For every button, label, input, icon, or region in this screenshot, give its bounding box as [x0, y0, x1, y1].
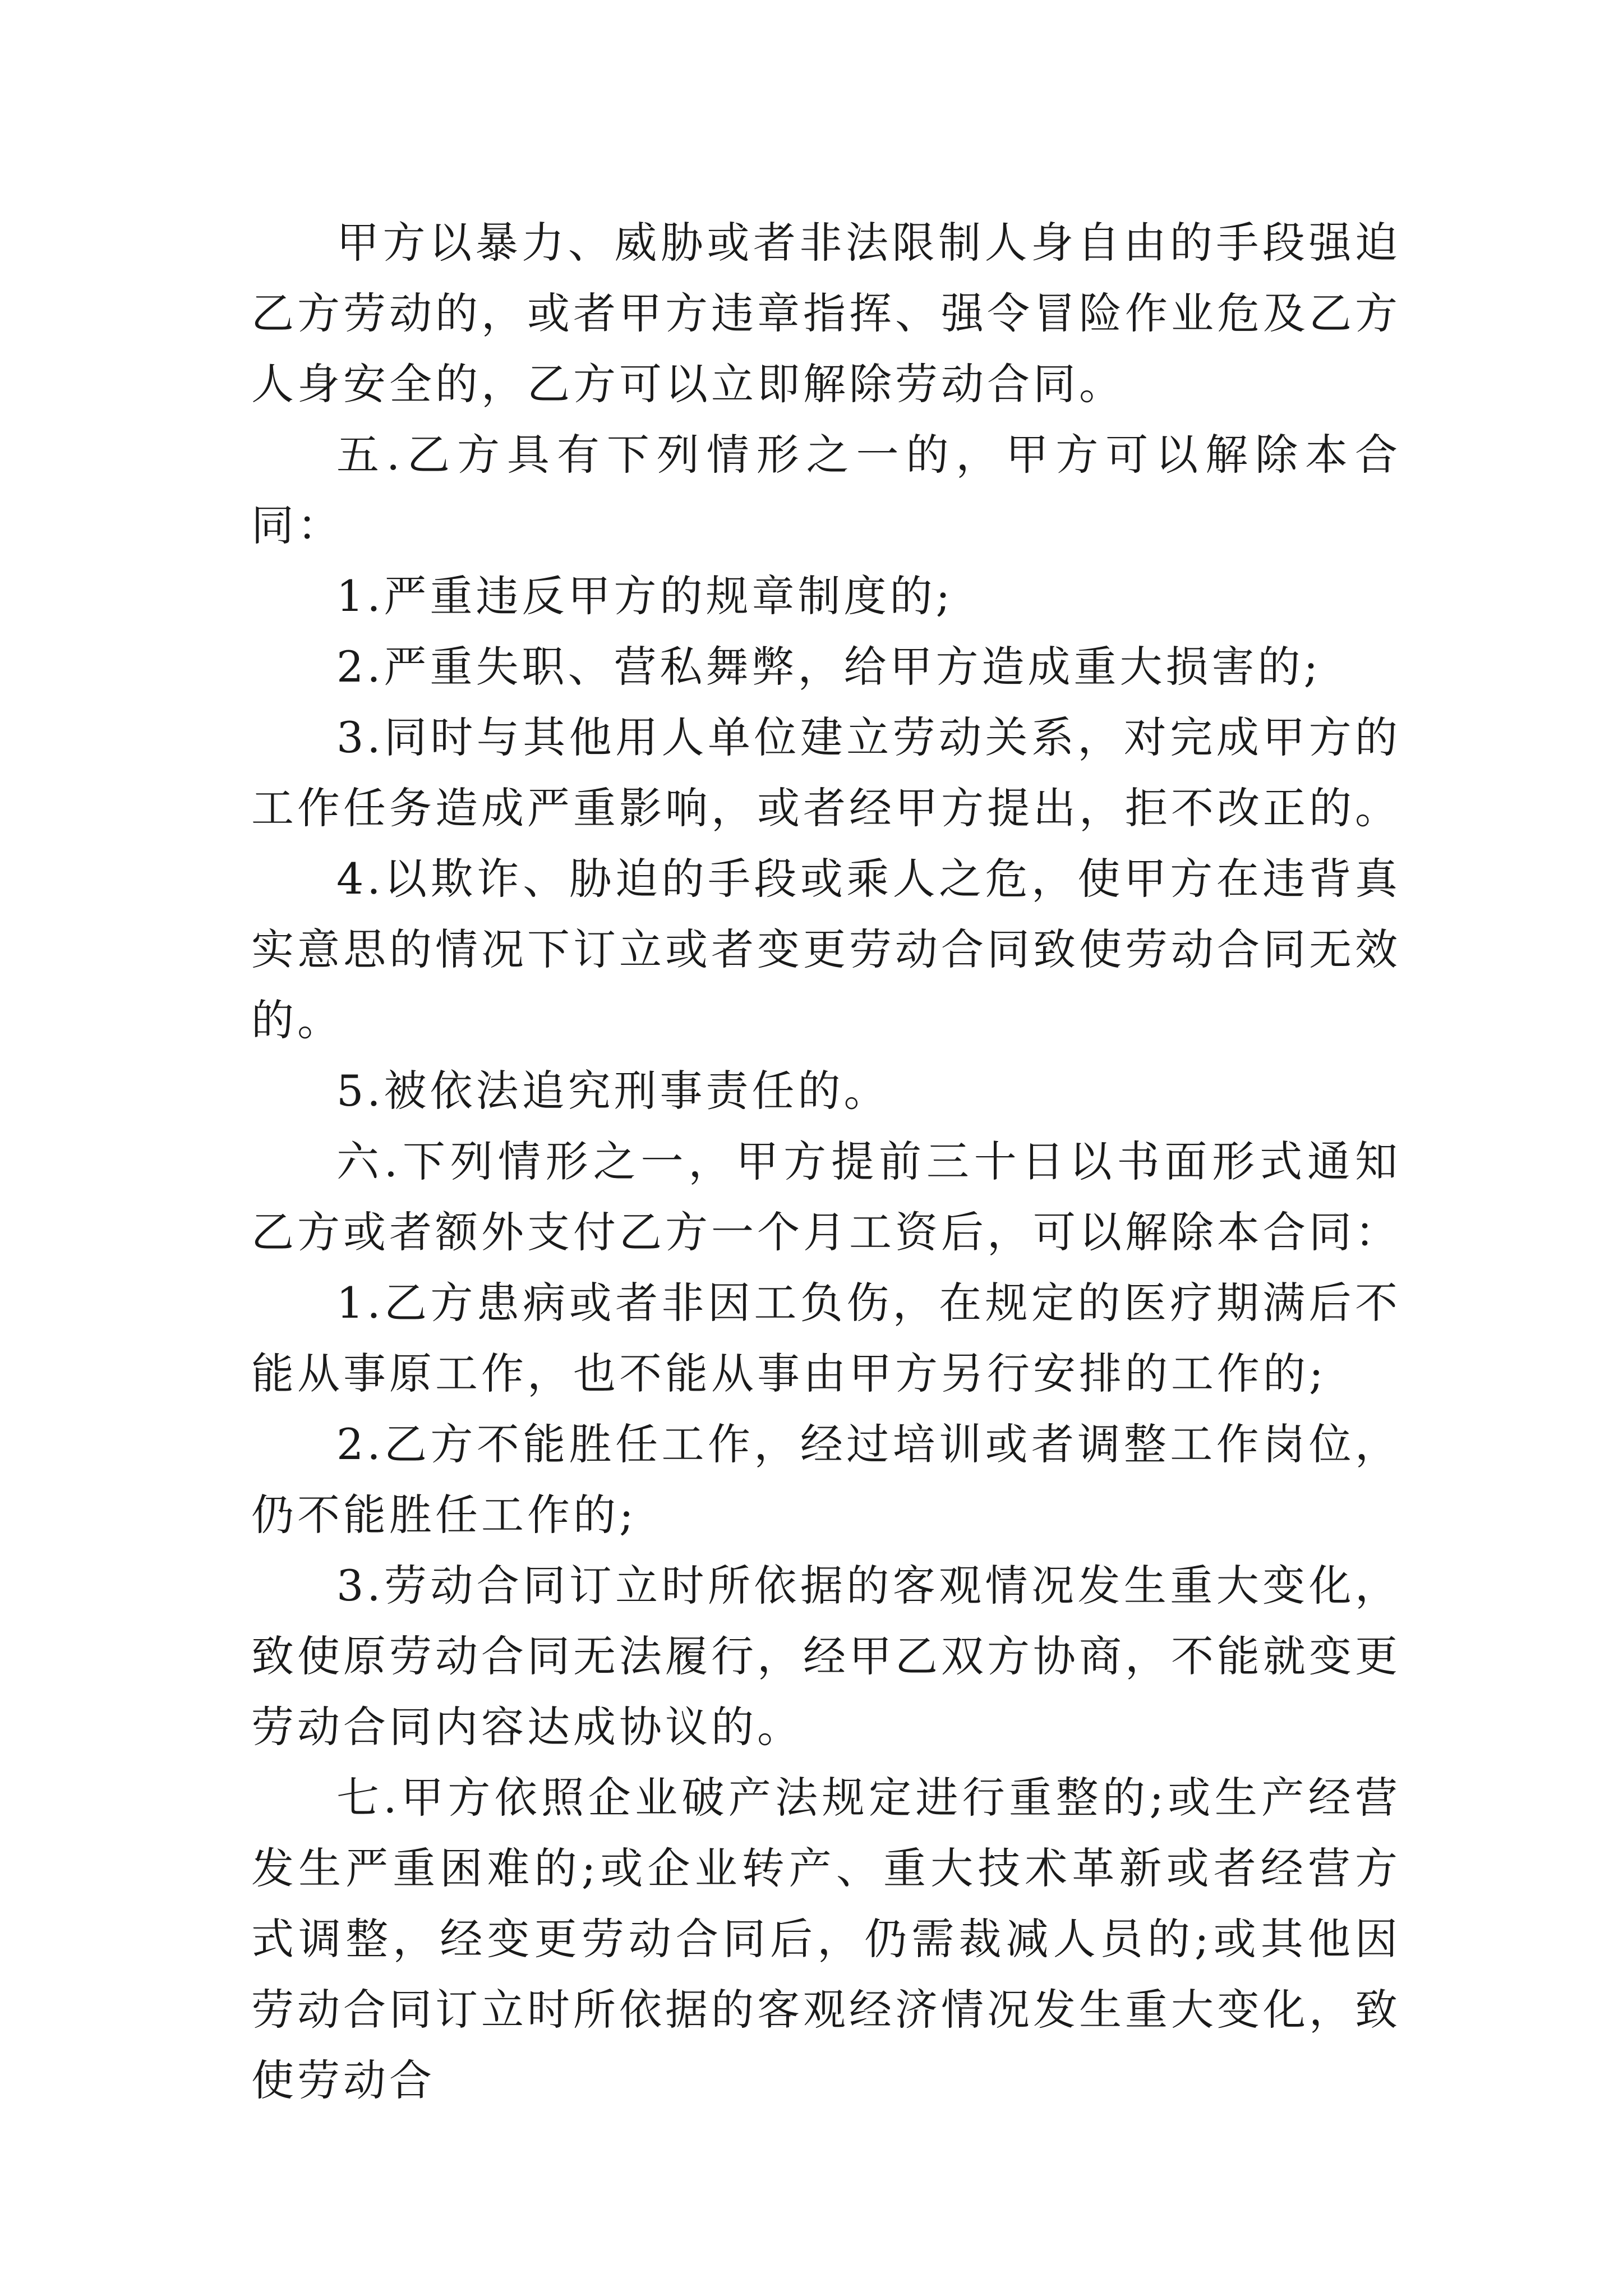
- section-five-item-3: 3.同时与其他用人单位建立劳动关系，对完成甲方的工作任务造成严重影响，或者经甲方提出，拒不改正的。: [251, 712, 1401, 833]
- section-six-item-2: 2.乙方不能胜任工作，经过培训或者调整工作岗位，仍不能胜任工作的;: [251, 1419, 1401, 1540]
- paragraph-immediate-termination: 甲方以暴力、威胁或者非法限制人身自由的手段强迫乙方劳动的，或者甲方违章指挥、强令冒险作业危及乙方人身安全的，乙方可以立即解除劳动合同。: [251, 218, 1401, 409]
- section-five-item-4: 4.以欺诈、胁迫的手段或乘人之危，使甲方在违背真实意思的情况下订立或者变更劳动合同致使劳动合同无效的。: [251, 854, 1401, 1045]
- section-five-item-1: 1.严重违反甲方的规章制度的;: [336, 571, 954, 621]
- section-six-item-1: 1.乙方患病或者非因工负伤，在规定的医疗期满后不能从事原工作，也不能从事由甲方另行安排的工作的;: [251, 1278, 1401, 1398]
- contract-text-body: [251, 208, 1401, 2116]
- section-five-heading: 五.乙方具有下列情形之一的，甲方可以解除本合同：: [251, 430, 1401, 550]
- section-five-item-5: 5.被依法追究刑事责任的。: [336, 1066, 890, 1116]
- section-six-item-3: 3.劳动合同订立时所依据的客观情况发生重大变化，致使原劳动合同无法履行，经甲乙双方协商，不能就变更劳动合同内容达成协议的。: [251, 1561, 1401, 1752]
- section-six-heading: 六.下列情形之一，甲方提前三十日以书面形式通知乙方或者额外支付乙方一个月工资后，可以解除本合同：: [251, 1137, 1401, 1257]
- section-seven-paragraph: 七.甲方依照企业破产法规定进行重整的;或生产经营发生严重困难的;或企业转产、重大技术革新或者经营方式调整，经变更劳动合同后，仍需裁减人员的;或其他因劳动合同订立时所依据的客观经济情况发生重大变化，致使劳动合: [251, 1773, 1401, 2105]
- section-five-item-2: 2.严重失职、营私舞弊，给甲方造成重大损害的;: [336, 642, 1322, 692]
